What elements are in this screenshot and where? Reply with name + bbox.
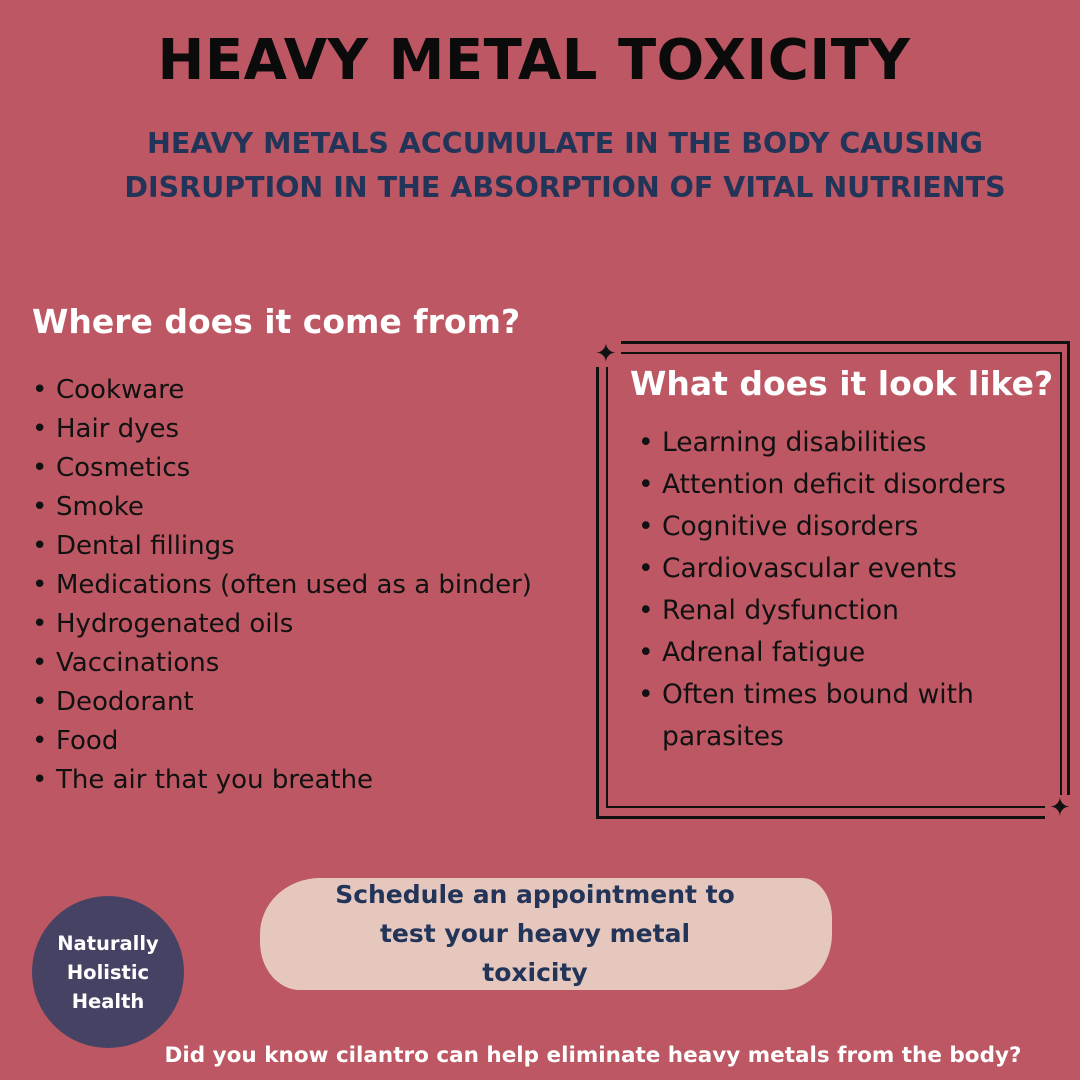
list-item: • Cookware bbox=[32, 371, 532, 410]
sparkle-icon: ✦ bbox=[1045, 795, 1075, 821]
list-item: • Hair dyes bbox=[32, 410, 532, 449]
list-item: • Vaccinations bbox=[32, 644, 532, 683]
list-item: • Learning disabilities bbox=[638, 422, 1042, 464]
list-item: • Renal dysfunction bbox=[638, 590, 1042, 632]
brand-name: Naturally Holistic Health bbox=[57, 931, 159, 1013]
list-item: • Dental fillings bbox=[32, 527, 532, 566]
list-item: • Adrenal fatigue bbox=[638, 632, 1042, 674]
list-item: • Cognitive disorders bbox=[638, 506, 1042, 548]
footer-tip: Did you know cilantro can help eliminate heavy metals from the body? bbox=[164, 1043, 1022, 1068]
list-item: • Deodorant bbox=[32, 683, 532, 722]
symptoms-heading: What does it look like? bbox=[630, 364, 1054, 403]
list-item: • Cosmetics bbox=[32, 449, 532, 488]
symptoms-list bbox=[638, 422, 1042, 758]
page-title: HEAVY METAL TOXICITY bbox=[157, 28, 911, 93]
list-item: • Food bbox=[32, 722, 532, 761]
list-item: • Attention deficit disorders bbox=[638, 464, 1042, 506]
list-item: • The air that you breathe bbox=[32, 761, 532, 800]
sources-list bbox=[32, 371, 532, 800]
list-item: • Cardiovascular events bbox=[638, 548, 1042, 590]
list-item: • Medications (often used as a binder) bbox=[32, 566, 532, 605]
brand-badge bbox=[32, 896, 184, 1048]
sources-heading: Where does it come from? bbox=[32, 302, 521, 341]
appointment-text: Schedule an appointment to test your heavy metal toxicity bbox=[335, 880, 735, 987]
page-subtitle: HEAVY METALS ACCUMULATE IN THE BODY CAUSING DISRUPTION IN THE ABSORPTION OF VITAL NUTRIENTS bbox=[124, 127, 1006, 204]
list-item: • Often times bound with parasites bbox=[638, 674, 1042, 758]
sparkle-icon: ✦ bbox=[591, 341, 621, 367]
list-item: • Smoke bbox=[32, 488, 532, 527]
list-item: • Hydrogenated oils bbox=[32, 605, 532, 644]
